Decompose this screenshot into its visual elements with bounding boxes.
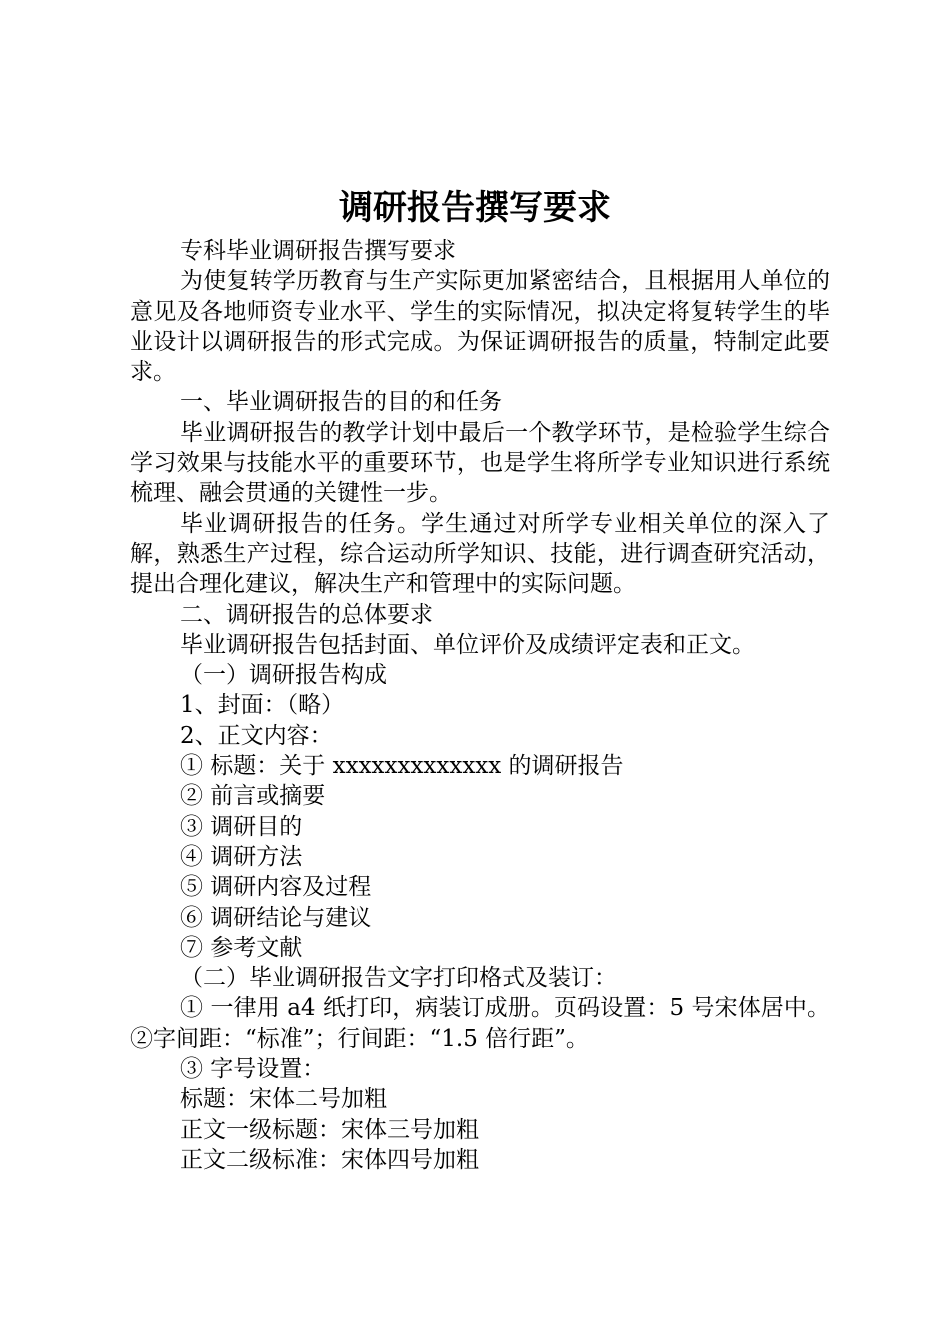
list-item-font-size: ③ 字号设置： [180, 1056, 326, 1083]
list-item-level2-font: 正文二级标准：宋体四号加粗 [180, 1146, 479, 1173]
list-item-title-font: 标题：宋体二号加粗 [180, 1086, 387, 1113]
list-item-title: ① 标题：关于 xxxxxxxxxxxxx 的调研报告 [180, 753, 624, 780]
subsection-heading-structure: （一）调研报告构成 [180, 662, 387, 689]
list-item-content: 2、正文内容： [180, 722, 333, 749]
paragraph-components: 毕业调研报告包括封面、单位评价及成绩评定表和正文。 [180, 631, 755, 658]
paragraph-intro: 为使复转学历教育与生产实际更加紧密结合，且根据用人单位的意见及各地师资专业水平、学生的实际情况，拟决定将复转学生的毕业设计以调研报告的形式完成。为保证调研报告的质量，特制定此要求。 [130, 268, 830, 386]
list-item-method: ④ 调研方法 [180, 843, 303, 870]
list-item-process: ⑤ 调研内容及过程 [180, 874, 372, 901]
subsection-heading-format: （二）毕业调研报告文字打印格式及装订： [180, 965, 617, 992]
list-item-level1-font: 正文一级标题：宋体三号加粗 [180, 1116, 479, 1143]
document-body [130, 236, 830, 1175]
paragraph-print-format: ① 一律用 a4 纸打印，病装订成册。页码设置：5 号宋体居中。②字间距：“标准”；行间距：“1.5 倍行距”。 [130, 995, 830, 1052]
paragraph-task: 毕业调研报告的任务。学生通过对所学专业相关单位的深入了解，熟悉生产过程，综合运动所学知识、技能，进行调查研究活动，提出合理化建议，解决生产和管理中的实际问题。 [130, 510, 830, 598]
list-item-conclusion: ⑥ 调研结论与建议 [180, 904, 372, 931]
list-item-cover: 1、封面：（略） [180, 692, 345, 719]
list-item-references: ⑦ 参考文献 [180, 934, 303, 961]
paragraph-purpose: 毕业调研报告的教学计划中最后一个教学环节，是检验学生综合学习效果与技能水平的重要环节，也是学生将所学专业知识进行系统梳理、融会贯通的关键性一步。 [130, 419, 830, 507]
document-title: 调研报告撰写要求 [339, 188, 611, 228]
section-heading-purpose: 一、毕业调研报告的目的和任务 [180, 389, 502, 416]
section-heading-requirements: 二、调研报告的总体要求 [180, 601, 433, 628]
list-item-preface: ② 前言或摘要 [180, 783, 326, 810]
paragraph-subtitle: 专科毕业调研报告撰写要求 [180, 238, 456, 264]
list-item-objective: ③ 调研目的 [180, 813, 303, 840]
